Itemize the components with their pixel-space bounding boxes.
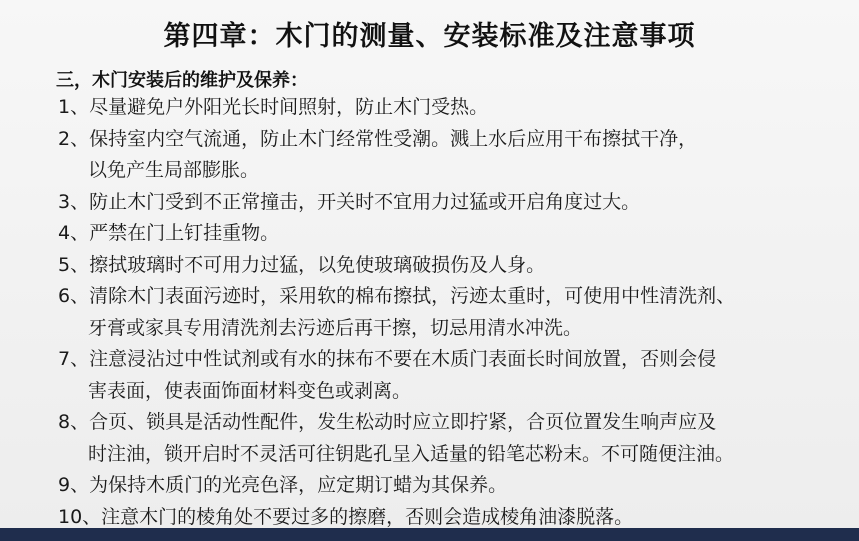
list-item <box>58 344 848 407</box>
item-line: 10、注意木门的棱角处不要过多的擦磨，否则会造成棱角油漆脱落。 <box>58 505 634 528</box>
item-line: 3、防止木门受到不正常撞击，开关时不宜用力过猛或开启角度过大。 <box>58 190 641 213</box>
list-item <box>58 218 848 250</box>
list-item <box>58 407 848 470</box>
item-line-continued: 牙膏或家具专用清洗剂去污迹后再干擦，切忌用清水冲洗。 <box>88 316 583 339</box>
item-line: 9、为保持木质门的光亮色泽，应定期订蜡为其保养。 <box>58 474 508 496</box>
maintenance-list <box>58 92 848 533</box>
item-line-continued: 时注油，锁开启时不灵活可往钥匙孔呈入适量的铅笔芯粉末。不可随便注油。 <box>88 442 735 465</box>
item-line: 7、注意浸沾过中性试剂或有水的抹布不要在木质门表面长时间放置，否则会侵 <box>58 348 717 370</box>
item-line: 6、清除木门表面污迹时，采用软的棉布擦拭，污迹太重时，可使用中性清洗剂、 <box>58 285 736 307</box>
list-item <box>58 470 848 502</box>
item-line: 2、保持室内空气流通，防止木门经常性受潮。溅上水后应用干布擦拭干净， <box>58 127 698 150</box>
list-item <box>58 92 848 124</box>
item-line: 5、擦拭玻璃时不可用力过猛，以免使玻璃破损伤及人身。 <box>58 253 546 276</box>
list-item <box>58 250 848 282</box>
list-item <box>58 281 848 344</box>
list-item <box>58 124 848 187</box>
item-line: 1、尽量避免户外阳光长时间照射，防止木门受热。 <box>58 96 489 118</box>
section-heading: 三，木门安装后的维护及保养： <box>56 70 308 91</box>
item-line-continued: 害表面，使表面饰面材料变色或剥离。 <box>88 379 412 402</box>
item-line: 4、严禁在门上钉挂重物。 <box>58 222 280 244</box>
chapter-title: 第四章：木门的测量、安装标准及注意事项 <box>163 21 696 52</box>
list-item <box>58 187 848 219</box>
item-line: 8、合页、锁具是活动性配件，发生松动时应立即拧紧，合页位置发生响声应及 <box>58 411 717 433</box>
item-line-continued: 以免产生局部膨胀。 <box>88 159 260 181</box>
footer-bar <box>0 528 859 541</box>
